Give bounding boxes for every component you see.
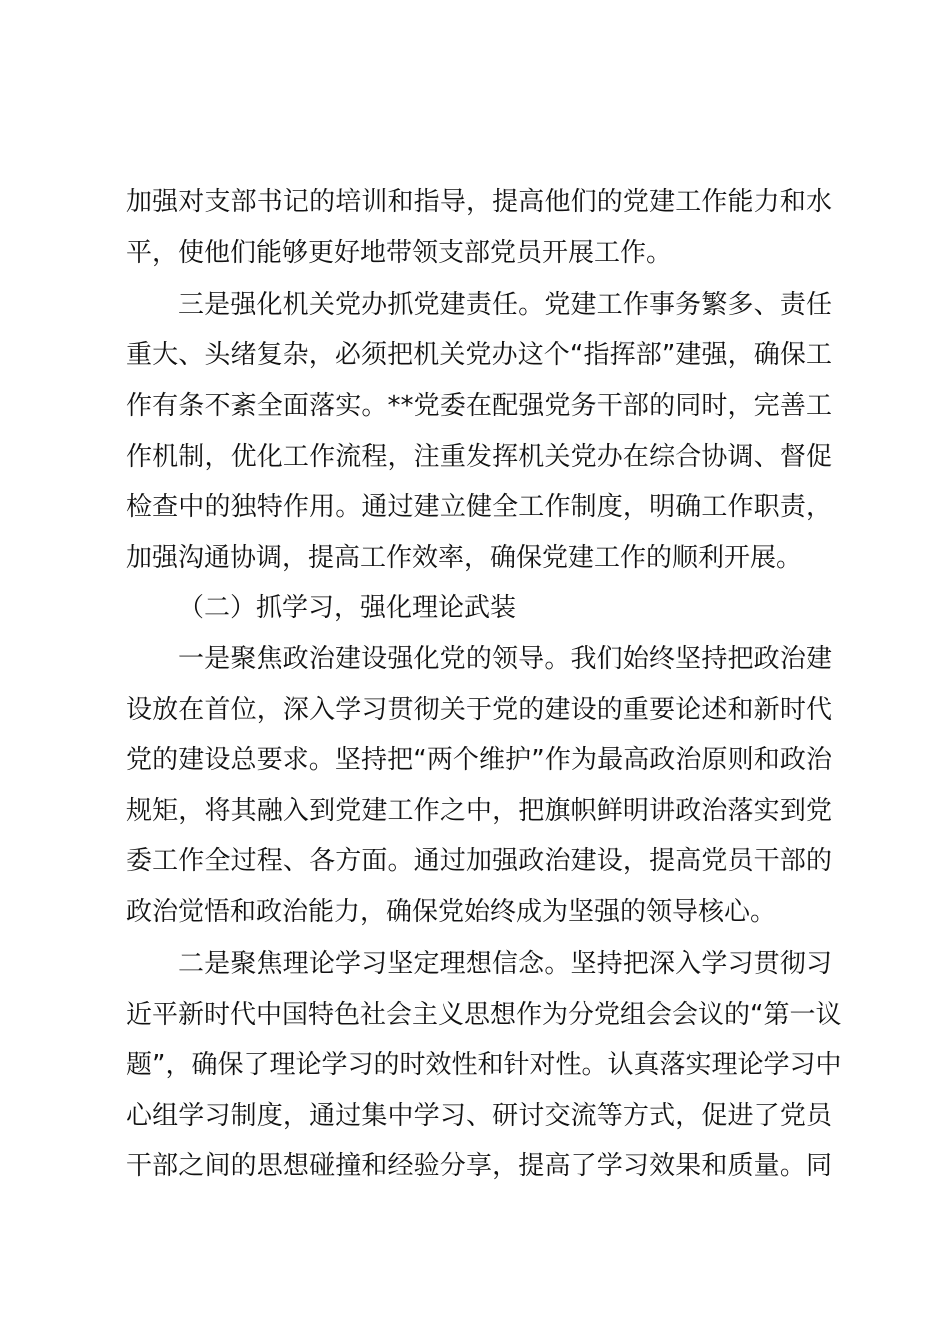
paragraph-theory-study [126,939,842,1192]
text-line: 作机制，优化工作流程，注重发挥机关党办在综合协调、督促 [126,441,832,472]
text-line: 设放在首位，深入学习贯彻关于党的建设的重要论述和新时代 [126,694,832,725]
text-line: 检查中的独特作用。通过建立健全工作制度，明确工作职责， [126,492,832,523]
text-line: 加强对支部书记的培训和指导，提高他们的党建工作能力和水 [126,187,832,217]
paragraph-political-building [126,634,832,938]
text-line: 干部之间的思想碰撞和经验分享，提高了学习效果和质量。同 [126,1151,832,1182]
section-heading [126,583,832,634]
paragraph-cadre-training [126,177,832,278]
text-line: 党的建设总要求。坚持把“两个维护”作为最高政治原则和政治 [126,745,832,776]
text-line: 平，使他们能够更好地带领支部党员开展工作。 [126,237,673,268]
text-line: 作有条不紊全面落实。**党委在配强党务干部的同时，完善工 [126,390,832,421]
text-line: 规矩，将其融入到党建工作之中，把旗帜鲜明讲政治落实到党 [126,795,832,826]
text-line: 题”，确保了理论学习的时效性和针对性。认真落实理论学习中 [126,1050,842,1081]
document-page [126,177,842,1192]
paragraph-party-office-responsibility [126,280,832,584]
text-line: 委工作全过程、各方面。通过加强政治建设，提高党员干部的 [126,846,832,877]
section-heading-text: （二）抓学习，强化理论武装 [178,593,517,624]
text-line: 二是聚焦理论学习坚定理想信念。坚持把深入学习贯彻习 [178,949,832,980]
text-line: 政治觉悟和政治能力，确保党始终成为坚强的领导核心。 [126,896,777,927]
text-line: 三是强化机关党办抓党建责任。党建工作事务繁多、责任 [178,289,832,320]
text-line: 重大、头绪复杂，必须把机关党办这个“指挥部”建强，确保工 [126,340,832,371]
text-line: 一是聚焦政治建设强化党的领导。我们始终坚持把政治建 [178,643,832,674]
text-line: 近平新时代中国特色社会主义思想作为分党组会会议的“第一议 [126,999,842,1030]
text-line: 心组学习制度，通过集中学习、研讨交流等方式，促进了党员 [126,1100,832,1131]
text-line: 加强沟通协调，提高工作效率，确保党建工作的顺利开展。 [126,542,803,573]
